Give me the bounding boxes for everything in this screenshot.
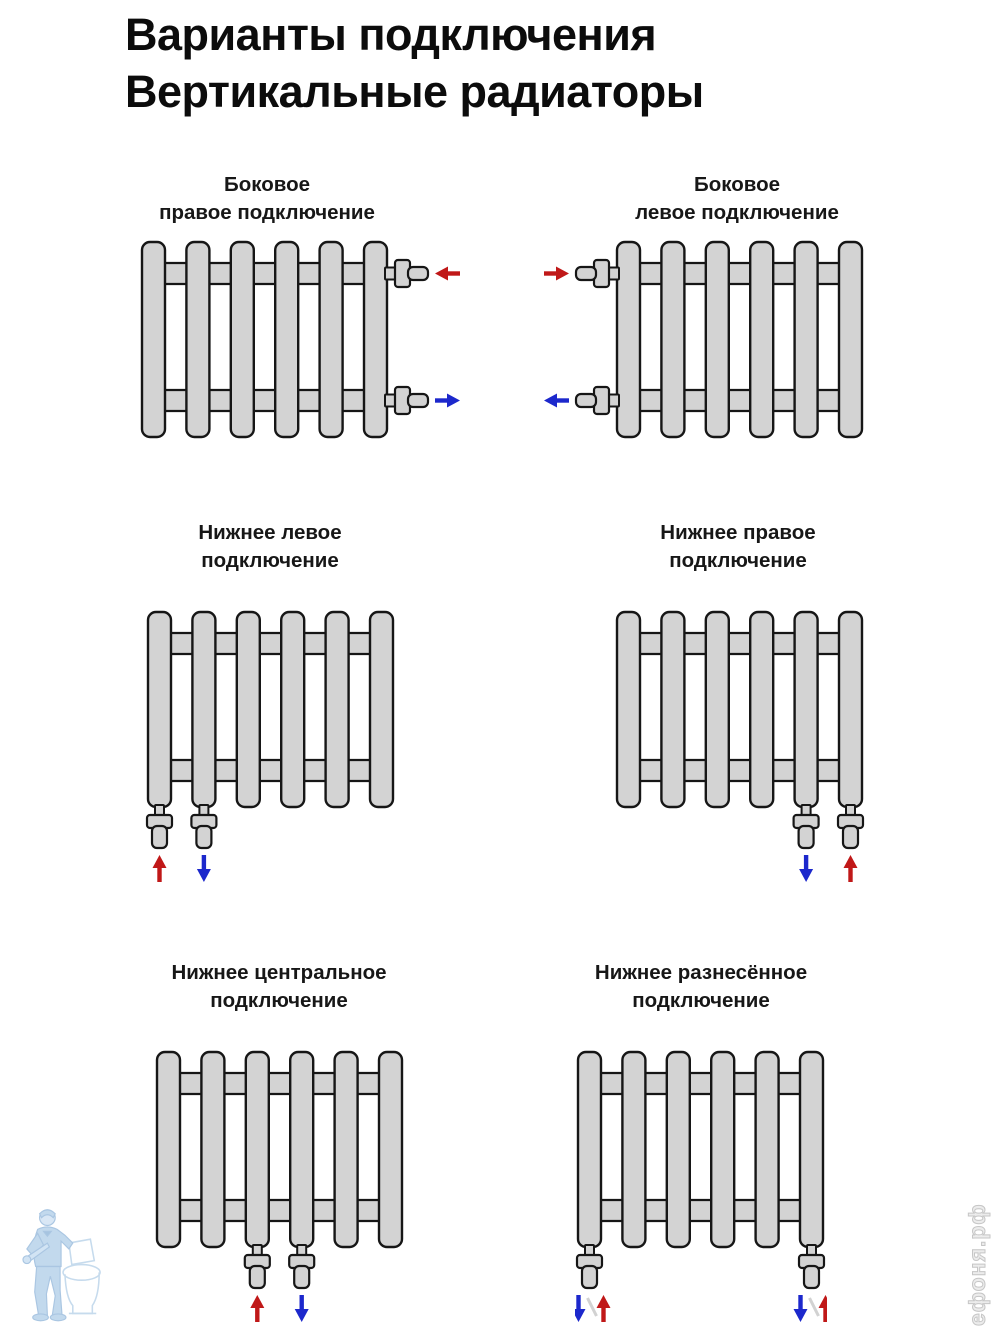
diagram-label-side-right: Боковое правое подключение: [159, 173, 375, 224]
radiator-manifolds: [619, 633, 860, 781]
radiator-illustration: [139, 239, 481, 441]
radiator-illustration: [154, 1049, 406, 1333]
diagram-label-bottom-split: Нижнее разнесённое подключение: [594, 961, 808, 1012]
diagram-label-bottom-right: Нижнее правое подключение: [660, 521, 816, 572]
radiator-manifolds: [619, 263, 860, 411]
return-flow-arrow-icon: [544, 394, 569, 408]
plumber-logo-watermark: [20, 1204, 108, 1333]
side-left-radiator: [535, 239, 877, 446]
return-flow-arrow-icon: [575, 1295, 586, 1322]
radiator-illustration: [614, 609, 866, 893]
page-title-line-2: Вертикальные радиаторы: [125, 66, 704, 117]
radiator-illustration: [575, 1049, 827, 1333]
radiator-valve: [385, 387, 428, 414]
radiator-manifolds: [144, 263, 385, 411]
radiator-valve: [245, 1245, 270, 1288]
radiator-valve: [577, 1245, 602, 1288]
supply-flow-arrow-icon: [435, 267, 460, 281]
return-flow-arrow-icon: [435, 394, 460, 408]
flow-separator-slash-icon: [588, 1298, 597, 1316]
supply-flow-arrow-icon: [153, 855, 167, 882]
supply-flow-arrow-icon: [250, 1295, 264, 1322]
bottom-split-radiator: [575, 1049, 827, 1333]
page-title-line-1: Варианты подключения: [125, 9, 657, 60]
supply-flow-arrow-icon: [819, 1295, 828, 1322]
return-flow-arrow-icon: [799, 855, 813, 882]
radiator-valve: [799, 1245, 824, 1288]
supply-flow-arrow-icon: [544, 267, 569, 281]
diagram-label-side-left: Боковое левое подключение: [635, 173, 839, 224]
radiator-illustration: [145, 609, 397, 893]
radiator-valve: [289, 1245, 314, 1288]
radiator-valve: [147, 805, 172, 848]
radiator-valve: [838, 805, 863, 848]
radiator-manifolds: [150, 633, 391, 781]
bottom-center-radiator: [154, 1049, 406, 1333]
radiator-valve: [576, 387, 619, 414]
bottom-right-radiator: [614, 609, 866, 898]
plumber-figure: [23, 1210, 73, 1321]
radiator-valve: [576, 260, 619, 287]
radiator-manifolds: [159, 1073, 400, 1221]
side-right-radiator: [139, 239, 481, 446]
page-title: [125, 6, 704, 120]
return-flow-arrow-icon: [794, 1295, 808, 1322]
radiator-valve: [794, 805, 819, 848]
radiator-valve: [385, 260, 428, 287]
radiator-manifolds: [580, 1073, 821, 1221]
return-flow-arrow-icon: [295, 1295, 309, 1322]
diagram-label-bottom-left: Нижнее левое подключение: [198, 521, 342, 572]
plumber-with-toilet-icon: [20, 1204, 108, 1331]
radiator-valve: [191, 805, 216, 848]
radiator-illustration: [535, 239, 877, 441]
site-watermark-text: ефоня.рф: [964, 1203, 990, 1326]
supply-flow-arrow-icon: [597, 1295, 611, 1322]
diagram-label-bottom-center: Нижнее центральное подключение: [171, 961, 387, 1012]
supply-flow-arrow-icon: [844, 855, 858, 882]
bottom-left-radiator: [145, 609, 397, 898]
toilet-outline: [63, 1239, 100, 1313]
flow-separator-slash-icon: [810, 1298, 819, 1316]
return-flow-arrow-icon: [197, 855, 211, 882]
